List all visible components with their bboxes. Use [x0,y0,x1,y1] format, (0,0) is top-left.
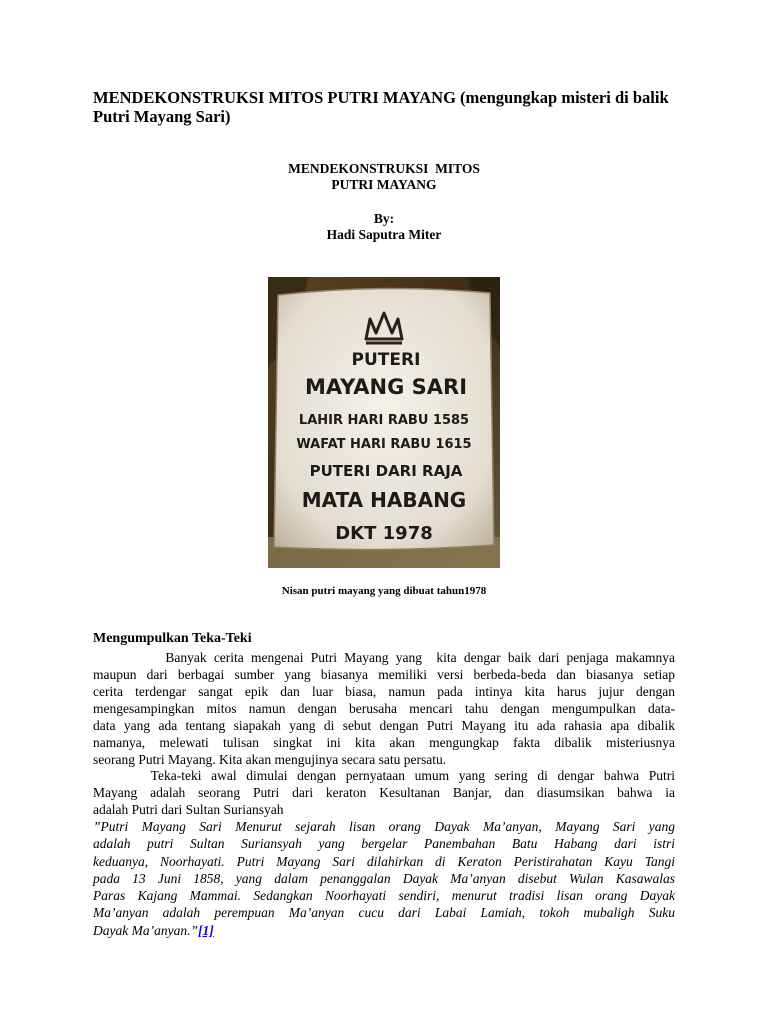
document-title: MENDEKONSTRUKSI MITOS PUTRI MAYANG (mengungkap misteri di balik Putri Mayang Sari) [93,88,669,126]
section-heading: Mengumpulkan Teka-Teki [93,631,252,646]
plaque-line-1: PUTERI [351,350,421,370]
heading-line-1: MENDEKONSTRUKSI MITOS [288,161,480,176]
author-name: Hadi Saputra Miter [326,227,442,242]
byline [0,211,768,243]
paragraph-2 [93,767,675,818]
paragraph-line: adalah Putri dari Sultan Suriansyah [93,802,284,817]
gravestone-photo [268,277,500,568]
photo-caption: Nisan putri mayang yang dibuat tahun1978 [281,585,487,597]
quote-line: adalah putri Sultan Suriansyah yang bergelar Panembahan Batu Habang dari istri [93,836,675,852]
footnote-link[interactable]: [1] [197,922,214,938]
paragraph-line: Banyak cerita mengenai Putri Mayang yang kita dengar baik dari penjaga makamnya [93,650,675,665]
plaque-line-6: MATA HABANG [301,488,467,512]
by-label: By: [373,211,395,226]
quote-line: Ma’anyan adalah perempuan Ma’anyan cucu dari Labai Lamiah, tokoh mubaligh Suku [93,905,675,921]
paragraph-1 [93,649,675,768]
quote-line: ”Putri Mayang Sari Menurut sejarah lisan orang Dayak Ma’anyan, Mayang Sari yang [93,819,675,834]
plaque-line-4: WAFAT HARI RABU 1615 [296,437,472,452]
plaque-line-5: PUTERI DARI RAJA [309,462,463,480]
plaque-line-7: DKT 1978 [335,523,433,544]
paragraph-line: mengesampingkan mitos namun dengan berusaha mencari tahu dengan mengumpulkan data- [93,701,675,716]
paragraph-line: cerita terdengar sangat epik dan luar biasa, namun pada intinya kita harus jujur dengan [93,684,675,699]
paragraph-line: maupun dari berbagai sumber yang biasanya memiliki versi berbeda-beda dan biasanya setiap [93,667,675,682]
quote-line-final [93,922,675,939]
quote-line: Paras Kajang Mammai. Sedangkan Noorhayati sendiri, menurut tradisi lisan orang Dayak [93,888,675,904]
paragraph-line: data yang ada tentang siapakah yang di sebut dengan Putri Mayang itu ada rahasia apa dibalik [93,718,675,733]
paragraph-line: Mayang adalah seorang Putri dari keraton Kesultanan Banjar, dan diasumsikan bahwa ia [93,785,675,800]
quote-line: pada 13 Juni 1858, yang dalam penanggalan Dayak Ma’anyan disebut Wulan Kasawalas [93,870,675,886]
plaque-line-2: MAYANG SARI [304,375,468,399]
heading-line-2: PUTRI MAYANG [331,177,437,192]
centered-heading [0,161,768,193]
paragraph-line: seorang Putri Mayang. Kita akan mengujinya secara satu persatu. [93,752,447,767]
quoted-passage [93,818,675,939]
quote-line: keduanya, Noorhayati. Putri Mayang Sari dilahirkan di Keraton Peristirahatan Kayu Tangi [93,853,675,869]
paragraph-line: namanya, melewati tulisan singkat ini kita akan mengungkap fakta dibalik misteriusnya [93,735,675,750]
quote-last-text: Dayak Ma’anyan.” [93,922,198,938]
paragraph-line: Teka-teki awal dimulai dengan pernyataan umum yang sering di dengar bahwa Putri [93,768,675,783]
plaque-line-3: LAHIR HARI RABU 1585 [298,413,470,428]
